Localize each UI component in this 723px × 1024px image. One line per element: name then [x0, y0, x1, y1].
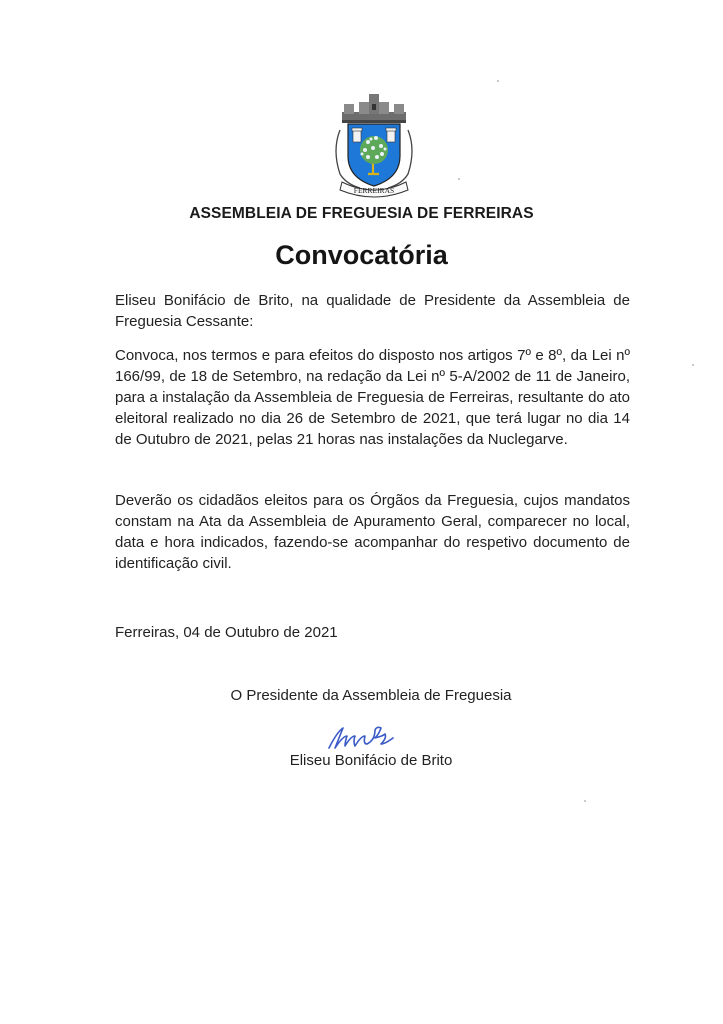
- paragraph-instructions: Deverão os cidadãos eleitos para os Órgãos da Freguesia, cujos mandatos constam na Ata da Assembleia de Apuramento Geral, comparecer no local, data e hora indicados, fazendo-se acompanhar do respetivo documento de identificação civil.: [115, 492, 630, 572]
- coat-of-arms-icon: [326, 90, 422, 198]
- place-date: Ferreiras, 04 de Outubro de 2021: [115, 624, 338, 641]
- scan-speck: [497, 80, 499, 82]
- banner-text: FERREIRAS: [353, 186, 395, 195]
- signatory-title: O Presidente da Assembleia de Freguesia: [230, 687, 512, 704]
- signature-icon: [325, 722, 410, 754]
- paragraph-intro: Eliseu Bonifácio de Brito, na qualidade de Presidente da Assembleia de Freguesia Cessante:: [115, 292, 630, 330]
- document-title: Convocatória: [275, 240, 448, 270]
- scan-speck: [692, 364, 694, 366]
- signatory-name: Eliseu Bonifácio de Brito: [289, 752, 453, 769]
- paragraph-convocation: Convoca, nos termos e para efeitos do disposto nos artigos 7º e 8º, da Lei nº 166/99, de 18 de Setembro, na redação da Lei nº 5-A/2002 de 11 de Janeiro, para a instalação da Assembleia de Freguesia de Ferreiras, resultante do ato eleitoral realizado no dia 26 de Setembro de 2021, que terá lugar no dia 14 de Outubro de 2021, pelas 21 horas nas instalações da Nuclegarve.: [115, 347, 630, 448]
- mural-crown-icon: [342, 94, 406, 123]
- scan-speck: [584, 800, 586, 802]
- scan-speck: [458, 178, 460, 180]
- assembly-heading: ASSEMBLEIA DE FREGUESIA DE FERREIRAS: [189, 205, 534, 222]
